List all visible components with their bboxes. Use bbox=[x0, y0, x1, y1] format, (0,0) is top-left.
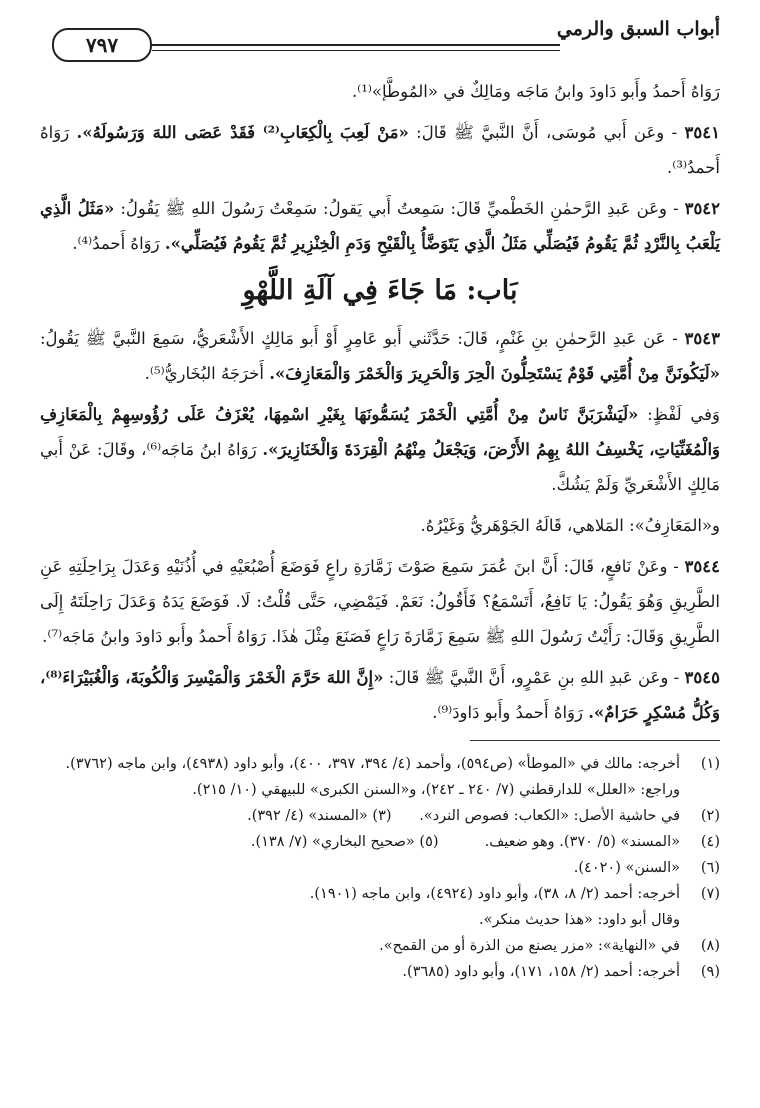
footnote-text: «السنن» (٤٠٢٠). bbox=[573, 860, 680, 876]
hadith-number: ٣٥٤٣ bbox=[684, 329, 720, 348]
hadith-3544 bbox=[40, 549, 720, 654]
footnote-7-continuation: وقال أبو داود: «هذا حديث منكر». bbox=[479, 912, 680, 928]
footnote-6 bbox=[40, 855, 720, 881]
hadith-number: ٣٥٤٤ bbox=[684, 557, 720, 576]
hadith-variant bbox=[40, 397, 720, 502]
paragraph-source-note: رَوَاهُ أَحمدُ وأَبو دَاودَ وابنُ مَاجَه ومَالِكٌ في «المُوطَّإ»⁽¹⁾. bbox=[351, 82, 720, 101]
hadith-text-plain: - وعَنْ نَافعٍ، قَالَ: أَنَّ ابنَ عُمَرَ سَمِعَ صَوْتَ زَمَّارَةِ راعٍ فَوَضَعَ أُصْبُعَيْهِ في أُذُنَيْهِ وَعَدَلَ بِرَاحِلَتِهِ عَنِ الطَّرِيقِ وَهُوَ يَقُولُ: يَا نَافِعُ، أَتَسْمَعُ؟ فَأَقُولُ: نَعَمْ. فَيَمْضِي، حَتَّى قُلْتُ: لَا. فَوَضَعَ يَدَهُ وَعَدَلَ رَاحِلَتَهُ إِلَى الطَّرِيقِ وَقَالَ: رَأَيْتُ رَسُولَ اللهِ ﷺ سَمِعَ زَمَّارَةَ رَاعٍ فَصَنَعَ مِثْلَ هٰذَا. رَوَاهُ أَحمدُ وأَبو دَاودَ وابنُ مَاجَه⁽⁷⁾. bbox=[40, 557, 720, 646]
footnote-number: (١) bbox=[700, 756, 720, 772]
footnote-text: أخرجه: أحمد (٢/ ١٥٨، ١٧١)، وأبو داود (٣٦٨٥). bbox=[402, 964, 680, 980]
hadith-number: ٣٥٤٢ bbox=[684, 199, 721, 218]
hadith-text: «مَثَلُ الَّذِي يَلْعَبُ بِالنَّرْدِ ثُمَّ يَقُومُ فَيُصَلِّي مَثَلُ الَّذِي يَتَوَضَّأُ بِالْقَيْحِ وَدَمِ الْخِنْزِيرِ ثُمَّ يَقُومُ فَيُصَلِّي». bbox=[40, 199, 720, 253]
footnote-number: (٢) bbox=[700, 808, 720, 824]
hadith-source: أَخرَجَهُ البُخَاريُّ⁽⁵⁾. bbox=[144, 364, 264, 383]
footnote-4 bbox=[40, 829, 720, 855]
hadith-intro: - وعَن عَبدِ اللهِ بنِ عَمْرٍو، أَنَّ النَّبيَّ ﷺ قَالَ: bbox=[388, 668, 680, 687]
footnote-9 bbox=[40, 959, 720, 985]
footnote-text: في حاشية الأصل: «الكعاب: فصوص النرد». bbox=[419, 808, 680, 824]
footnote-number: (٥) bbox=[419, 834, 439, 850]
footnote-number: (٦) bbox=[700, 860, 720, 876]
footnote-separator bbox=[470, 740, 720, 741]
page-number: ٧٩٧ bbox=[52, 28, 152, 62]
footnote-number: (٧) bbox=[700, 886, 720, 902]
variant-intro: وَفي لَفْظٍ: bbox=[647, 405, 720, 424]
running-head-title: أبواب السبق والرمي bbox=[556, 18, 720, 40]
footnote-number: (٤) bbox=[700, 834, 720, 850]
footnote-7 bbox=[40, 881, 720, 907]
hadith-intro: - وعَن عَبدِ الرَّحمٰنِ الخَطْميِّ قَالَ: سَمِعتُ أَبي يَقولُ: سَمِعْتُ رَسُولَ اللهِ ﷺ يَقُولُ: bbox=[120, 199, 679, 218]
hadith-3545 bbox=[40, 660, 720, 730]
hadith-3542 bbox=[40, 191, 720, 261]
chapter-title: بَاب: مَا جَاءَ فِي آلَةِ اللَّهْوِ bbox=[242, 275, 518, 306]
footnote-text: «صحيح البخاري» (٧/ ١٣٨). bbox=[250, 834, 415, 850]
hadith-number: ٣٥٤١ bbox=[684, 123, 720, 142]
hadith-text: «إِنَّ اللهَ حَرَّمَ الْخَمْرَ وَالْمَيْسِرَ وَالْكُوبَةَ، وَالْغُبَيْرَاءَ⁽⁸⁾، وَكُلُّ مُسْكِرٍ حَرَامٌ». bbox=[40, 668, 720, 722]
hadith-text: «لَيَشْرَبَنَّ نَاسٌ مِنْ أُمَّتِي الْخَمْرَ يُسَمُّونَهَا بِغَيْرِ اسْمِهَا، يُعْزَفُ عَلَى رُؤُوسِهِمْ بِالْمَعَازِفِ وَالْمُغَنِّيَاتِ، يَخْسِفُ اللهُ بِهِمُ الأَرْضَ، وَيَجْعَلُ مِنْهُمُ الْقِرَدَةَ وَالْخَنَازِيرَ». bbox=[40, 405, 721, 459]
footnote-text: «المسند» (٤/ ٣٩٢). bbox=[247, 808, 368, 824]
footnote-number: (٩) bbox=[700, 964, 720, 980]
hadith-text: «لَيَكُونَنَّ مِنْ أُمَّتِي قَوْمٌ يَسْتَحِلُّونَ الْحِرَ وَالْحَرِيرَ وَالْخَمْرَ وَالْمَعَازِفَ». bbox=[269, 364, 720, 383]
hadith-intro: - عَن عَبدِ الرَّحمٰنِ بنِ غَنْمٍ، قَالَ: حَدَّثَني أَبو عَامِرٍ أَوْ أَبو مَالِكٍ الأَشْعَريُّ، سَمِعَ النَّبيَّ ﷺ يَقُولُ: bbox=[40, 329, 678, 348]
footnote-2 bbox=[40, 803, 720, 829]
header-rule-thin bbox=[152, 50, 560, 51]
footnote-text: أخرجه: أحمد (٢/ ٨، ٣٨)، وأبو داود (٤٩٢٤)، وابن ماجه (١٩٠١). bbox=[309, 886, 680, 902]
footnote-1-continuation: وراجع: «العلل» للدارقطني (٧/ ٢٤٠ ـ ٢٤٢)، و«السنن الكبرى» للبيهقي (١٠/ ٢١٥). bbox=[192, 782, 680, 798]
hadith-3541 bbox=[40, 115, 720, 185]
hadith-intro: - وعَن أَبي مُوسَى، أَنَّ النَّبيَّ ﷺ قَالَ: bbox=[416, 123, 678, 142]
footnote-text: في «النهاية»: «مزر يصنع من الذرة أو من القمح». bbox=[379, 938, 680, 954]
header-rule bbox=[152, 44, 560, 46]
footnote-text: أخرجه: مالك في «الموطأ» (ص٥٩٤)، وأحمد (٤/ ٣٩٤، ٣٩٧، ٤٠٠)، وأبو داود (٤٩٣٨)، وابن ماجه (٣٧٦٢). bbox=[65, 756, 680, 772]
hadith-number: ٣٥٤٥ bbox=[684, 668, 720, 687]
footnote-8 bbox=[40, 933, 720, 959]
footnotes bbox=[40, 751, 720, 985]
footnote-text: «المسند» (٥/ ٣٧٠). وهو ضعيف. bbox=[484, 834, 680, 850]
page-header bbox=[52, 14, 720, 62]
footnote-number: (٣) bbox=[372, 808, 392, 824]
page-body bbox=[40, 74, 720, 985]
hadith-source: رَوَاهُ ابنُ مَاجَه⁽⁶⁾، وقَالَ: عَنْ أَبي مَالِكٍ الأَشْعَريِّ وَلَمْ يَشُكَّ. bbox=[40, 440, 720, 494]
hadith-text: «مَنْ لَعِبَ بِالْكِعَابِ⁽²⁾ فَقَدْ عَصَى اللهَ وَرَسُولَهُ». bbox=[76, 123, 409, 142]
hadith-source: رَوَاهُ أَحمدُ وأَبو دَاودَ⁽⁹⁾. bbox=[432, 703, 583, 722]
hadith-source: رَوَاهُ أَحمدُ⁽³⁾. bbox=[40, 123, 720, 177]
footnote-1 bbox=[40, 751, 720, 777]
definition-note: و«المَعَازِفُ»: المَلاهي، قَالَهُ الجَوْهَريُّ وَغَيْرُهُ. bbox=[420, 516, 720, 535]
hadith-source: رَوَاهُ أَحمدُ⁽⁴⁾. bbox=[72, 234, 160, 253]
footnote-number: (٨) bbox=[700, 938, 720, 954]
hadith-3543 bbox=[40, 321, 720, 391]
